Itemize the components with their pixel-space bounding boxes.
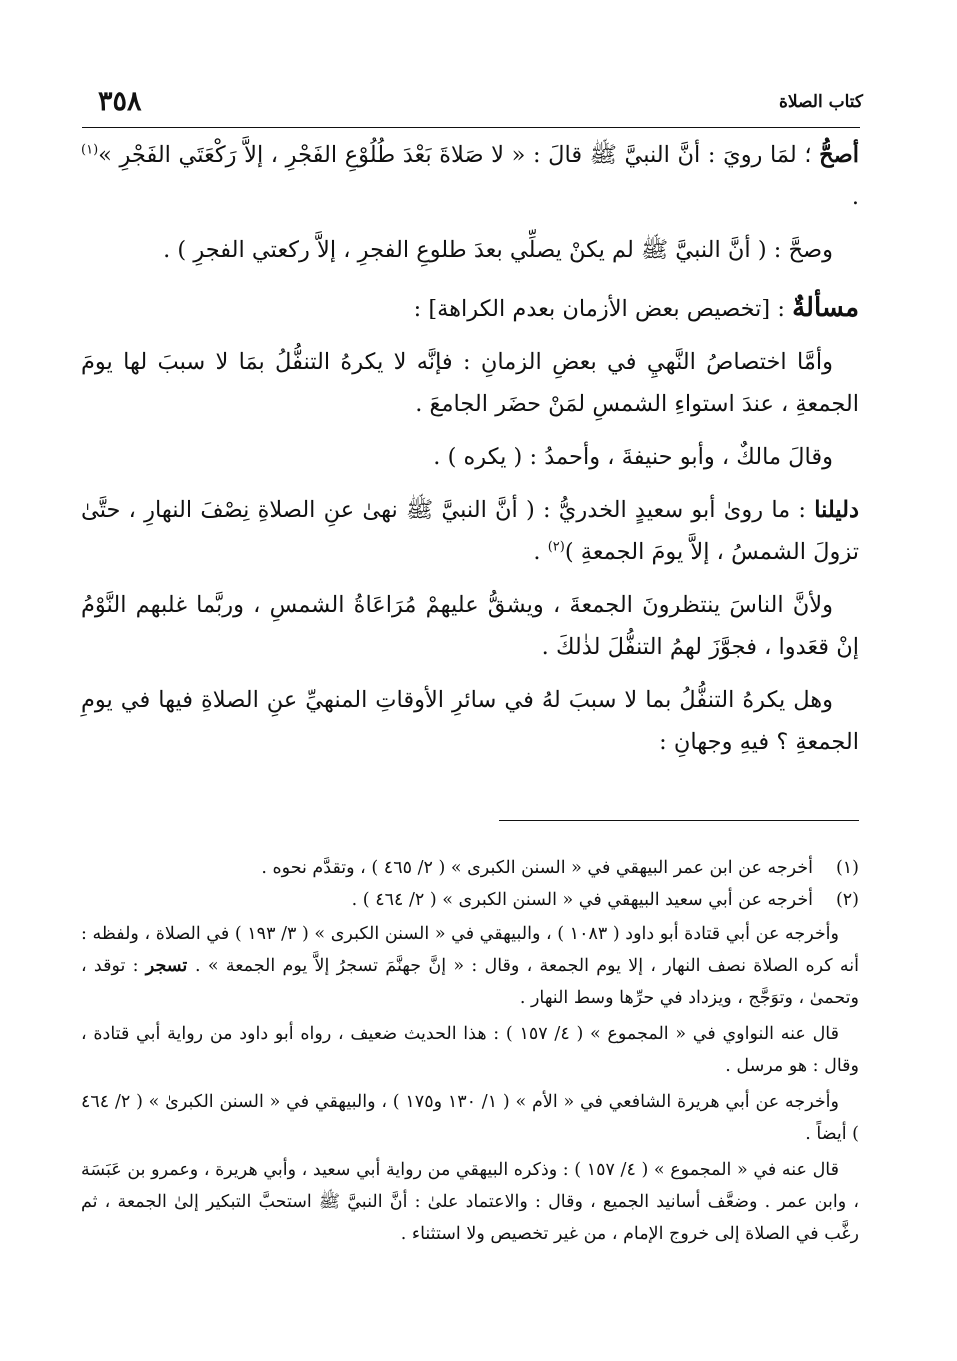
footnote-number: (١)	[835, 858, 859, 878]
footnote-ref-2: (٢)	[547, 539, 565, 555]
footnote-2-paragraph-1	[81, 918, 859, 1014]
footnote-text: أخرجه عن ابن عمر البيهقي في « السنن الكبرى » ( ٢/ ٤٦٥ ) ، وتقدَّم نحوه .	[261, 858, 813, 878]
footnote-rule	[499, 820, 859, 821]
footnote-2-paragraph-4: قال عنه في « المجموع » ( ٤/ ١٥٧ ) : وذكره البيهقي من رواية أبي سعيد ، وأبي هريرة ، وعمرو بن عَبَسَة ، وابن عمر . وضعَّف أسانيد الجميع ، وقال : والاعتماد علىٰ : أنَّ النبيَّ ﷺ استحبَّ التبكير إلىٰ الجمعة ، ثم رغَّب في الصلاة إلى خروج الإمام ، من غير تخصيص ولا استثناء .	[81, 1160, 859, 1244]
header-rule	[82, 127, 860, 128]
paragraph-text: : ما روىٰ أبو سعيدٍ الخدريُّ : ( أنَّ النبيَّ ﷺ نهىٰ عنِ الصلاةِ نِصْفَ النهارِ ، حتَّىٰ تزولَ الشمسُ ، إلاَّ يومَ الجمعةِ )	[81, 497, 859, 565]
footnote-number: (٢)	[835, 890, 859, 910]
paragraph-5	[81, 489, 859, 573]
paragraph-7: وهل يكرهُ التنفُّلُ بما لا سببَ لهُ في سائرِ الأوقاتِ المنهيِّ عنِ الصلاةِ فيها في يومِ الجمعةِ ؟ فيهِ وجهانِ :	[81, 687, 859, 755]
masala-word: مسألةٌ	[792, 293, 859, 323]
paragraph-2: وصحَّ : ( أنَّ النبيَّ ﷺ لم يكنْ يصلِّي بعدَ طلوعِ الفجرِ ، إلاَّ ركعتي الفجرِ ) .	[163, 237, 833, 263]
footnotes	[81, 852, 859, 1254]
main-text	[81, 134, 859, 774]
paragraph-end: .	[533, 539, 548, 565]
paragraph-6: ولأنَّ الناسَ ينتظرونَ الجمعةَ ، ويشقُّ عليهمْ مُرَاعَاةُ الشمسِ ، وربَّما غلبهم النَّوْمُ إنْ قعَدوا ، فجوَّزَ لهمُ التنفُّلَ لذٰلكَ .	[81, 592, 859, 660]
footnote-text: : توقد ، وتحمىٰ ، وتوَجَّج ، ويزداد في حرِّها وسط النهار .	[81, 956, 859, 1008]
paragraph-4: وقالَ مالكٌ ، وأبو حنيفةَ ، وأحمدُ : ( يكره ) .	[433, 444, 833, 470]
paragraph-1	[81, 134, 859, 218]
paragraph-end: .	[851, 184, 859, 210]
footnote-text: أخرجه عن أبي سعيد البيهقي في « السنن الكبرى » ( ٢/ ٤٦٤ ) .	[351, 890, 813, 910]
footnote-ref-1: (١)	[81, 142, 99, 158]
running-title: كتاب الصلاة	[778, 92, 863, 112]
page-number: ٣٥٨	[98, 86, 142, 117]
footnote-lead-word: تسجر	[145, 956, 196, 976]
paragraph-text: ؛ لمَا رويَ : أنَّ النبيَّ ﷺ قالَ : « لا صَلاةَ بَعْدَ طُلُوْعِ الفَجْرِ ، إلاَّ رَكْعَتَي الفَجْرِ »	[98, 142, 820, 168]
masala-heading	[81, 287, 859, 330]
footnote-1	[81, 852, 859, 884]
footnote-2-paragraph-2: قال عنه النواوي في « المجموع » ( ٤/ ١٥٧ ) : هذا الحديث ضعيف ، رواه أبو داود من رواية أبي قتادة ، وقال : هو مرسل .	[81, 1024, 859, 1076]
footnote-2	[81, 884, 859, 916]
footnote-2-paragraph-3: وأخرجه عن أبي هريرة الشافعي في « الأم » ( ١/ ١٣٠ و١٧٥ ) ، والبيهقي في « السنن الكبرىٰ » ( ٢/ ٤٦٤ ) أيضاً .	[81, 1092, 859, 1144]
masala-title: : [تخصيص بعض الأزمان بعدم الكراهة] :	[413, 296, 793, 322]
lead-word: دليلنا	[814, 497, 859, 523]
footnote-text: وأخرجه عن أبي قتادة أبو داود ( ١٠٨٣ ) ، والبيهقي في « السنن الكبرى » ( ٣/ ١٩٣ ) في الصلاة ، ولفظه : أنه كره الصلاة نصف النهار ، إلا يوم الجمعة ، وقال : « إنَّ جهنَّمَ تسجرُ إلاَّ يوم الجمعة » .	[81, 924, 860, 976]
lead-word: أصحُّ	[819, 142, 859, 168]
paragraph-3: وأمَّا اختصاصُ النَّهيِ في بعضِ الزمانِ : فإنَّه لا يكرهُ التنفُّلُ بمَا لا سببَ لها يومَ الجمعةِ ، عندَ استواءِ الشمسِ لمَنْ حضَر الجامعَ .	[81, 349, 859, 417]
